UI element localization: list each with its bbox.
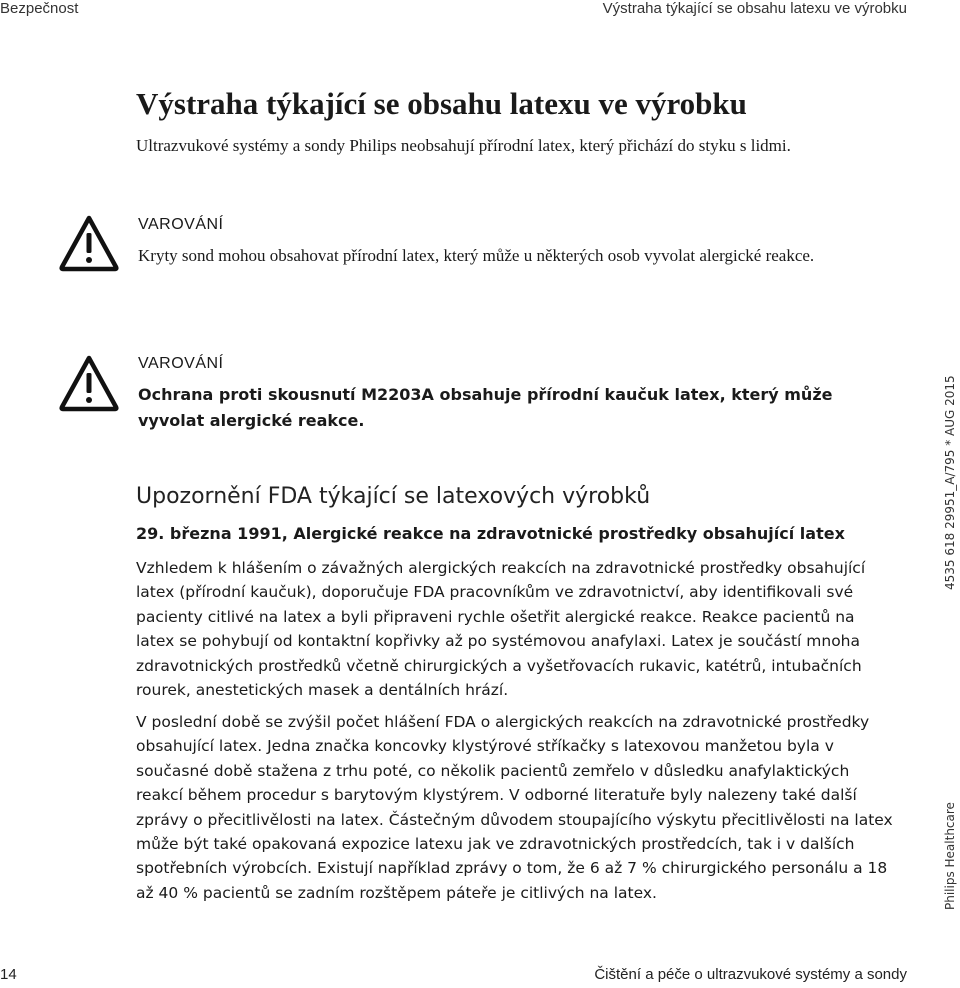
- side-brand: Philips Healthcare: [943, 802, 957, 910]
- header-section: Bezpečnost: [0, 0, 79, 17]
- fda-paragraph-2: V poslední době se zvýšil počet hlášení FDA o alergických reakcích na zdravotnické prostředky obsahující latex. Jedna značka koncovky klystýrové stříkačky s latexovou manžetou byla v současné době stažena z trhu poté, co několik pacientů zemřelo v důsledku anafylaktických reakcí během procedur s barytovým klystýrem. V odborné literatuře byly nalezeny také další zprávy o přecitlivělosti na latex. Částečným důvodem stoupajícího výskytu přecitlivělosti na latex může být také opakovaná expozice latexu jak ve zdravotnických prostředcích, tak i v dalších spotřebních výrobcích. Existují například zprávy o tom, že 6 až 7 % chirurgického personálu a 18 až 40 % pacientů se zadním rozštěpem páteře je citlivých na latex.: [136, 713, 893, 902]
- warning-triangle-icon: [58, 214, 120, 272]
- fda-paragraph-1: Vzhledem k hlášením o závažných alergických reakcích na zdravotnické prostředky obsahující latex (přírodní kaučuk), doporučuje FDA pracovníkům ve zdravotnictví, aby identifikovali své pacienty citlivé na latex a byli připraveni rychle ošetřit alergické reakce. Reakce pacientů na latex se pohybují od kontaktní kopřivky až po systémovou anafylaxi. Latex je součástí mnoha zdravotnických prostředků včetně chirurgických a vyšetřovacích rukavic, katétrů, intubačních rourek, anestetických masek a dentálních hrází.: [136, 559, 866, 700]
- footer-doc-title: Čištění a péče o ultrazvukové systémy a sondy: [594, 966, 907, 983]
- warning-text-2: Ochrana proti skousnutí M2203A obsahuje přírodní kaučuk latex, který může vyvolat alergické reakce.: [138, 385, 833, 430]
- fda-heading: Upozornění FDA týkající se latexových výrobků: [136, 484, 651, 509]
- intro-text: Ultrazvukové systémy a sondy Philips neobsahují přírodní latex, který přichází do styku s lidmi.: [136, 136, 791, 155]
- side-doc-id: 4535 618 29951_A/795 * AUG 2015: [943, 375, 957, 590]
- page-title: Výstraha týkající se obsahu latexu ve výrobku: [136, 86, 747, 121]
- warning-label-2: VAROVÁNÍ: [138, 355, 224, 372]
- warning-triangle-icon: [58, 354, 120, 412]
- header-topic: Výstraha týkající se obsahu latexu ve výrobku: [602, 0, 907, 17]
- fda-date-line: 29. března 1991, Alergické reakce na zdravotnické prostředky obsahující latex: [136, 524, 845, 543]
- page-number: 14: [0, 966, 17, 983]
- warning-label-1: VAROVÁNÍ: [138, 216, 224, 233]
- warning-text-1: Kryty sond mohou obsahovat přírodní latex, který může u některých osob vyvolat alergické reakce.: [138, 246, 815, 265]
